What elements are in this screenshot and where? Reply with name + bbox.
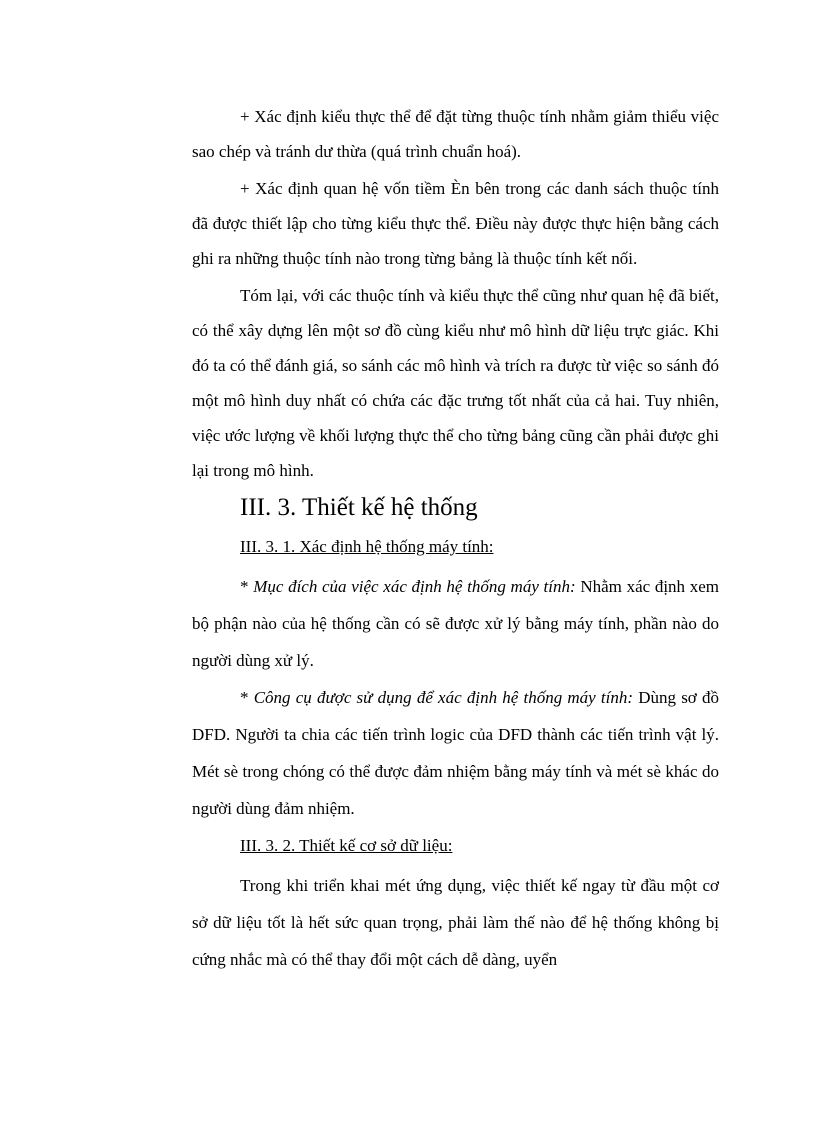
subsection-heading-2-text: III. 3. 2. Thiết kế cơ sở dữ liệu: <box>240 836 453 855</box>
tool-body-text: Dùng sơ đồ DFD. Người ta chia các tiến trình logic của DFD thành các tiến trình vật lý. Mét sè trong chóng có thể được đảm nhiệm bằng máy tính và mét sè khác do người dùng đảm nhiệm. <box>192 688 719 818</box>
tool-bullet-star: * <box>240 688 254 707</box>
subsection-heading-2 <box>192 829 719 863</box>
bullet-paragraph-1: + Xác định kiểu thực thể để đặt từng thuộc tính nhằm giảm thiểu việc sao chép và tránh dư thừa (quá trình chuẩn hoá). <box>192 107 719 161</box>
subsection-heading-1-text: III. 3. 1. Xác định hệ thống máy tính: <box>240 537 494 556</box>
subsection-heading-1 <box>192 530 719 564</box>
purpose-paragraph <box>192 568 719 679</box>
purpose-bullet-star: * <box>240 577 254 596</box>
database-design-paragraph: Trong khi triển khai mét ứng dụng, việc thiết kế ngay từ đầu một cơ sở dữ liệu tốt là hết sức quan trọng, phải làm thế nào để hệ thống không bị cứng nhắc mà có thể thay đổi một cách dễ dàng, uyển <box>192 876 719 969</box>
tool-italic-lead: Công cụ được sử dụng để xác định hệ thống máy tính: <box>253 688 634 707</box>
bullet-paragraph-2: + Xác định quan hệ vốn tiềm Èn bên trong các danh sách thuộc tính đã được thiết lập cho từng kiểu thực thể. Điều này được thực hiện bằng cách ghi ra những thuộc tính nào trong từng bảng là thuộc tính kết nối. <box>192 179 719 268</box>
summary-paragraph: Tóm lại, với các thuộc tính và kiểu thực thể cũng như quan hệ đã biết, có thể xây dựng lên một sơ đồ cùng kiểu như mô hình dữ liệu trực giác. Khi đó ta có thể đánh giá, so sánh các mô hình và trích ra được từ việc so sánh đó một mô hình duy nhất có chứa các đặc trưng tốt nhất của cả hai. Tuy nhiên, việc ước lượng về khối lượng thực thể cho từng bảng cũng cần phải được ghi lại trong mô hình. <box>192 286 719 480</box>
tool-paragraph <box>192 679 719 827</box>
purpose-body-text: Nhằm xác định xem bộ phận nào của hệ thống cần có sẽ được xử lý bằng máy tính, phần nào do người dùng xử lý. <box>192 577 720 670</box>
purpose-italic-lead: Mục đích của việc xác định hệ thống máy tính: <box>253 577 576 596</box>
section-title: III. 3. Thiết kế hệ thống <box>240 494 478 521</box>
page-content <box>192 99 719 978</box>
